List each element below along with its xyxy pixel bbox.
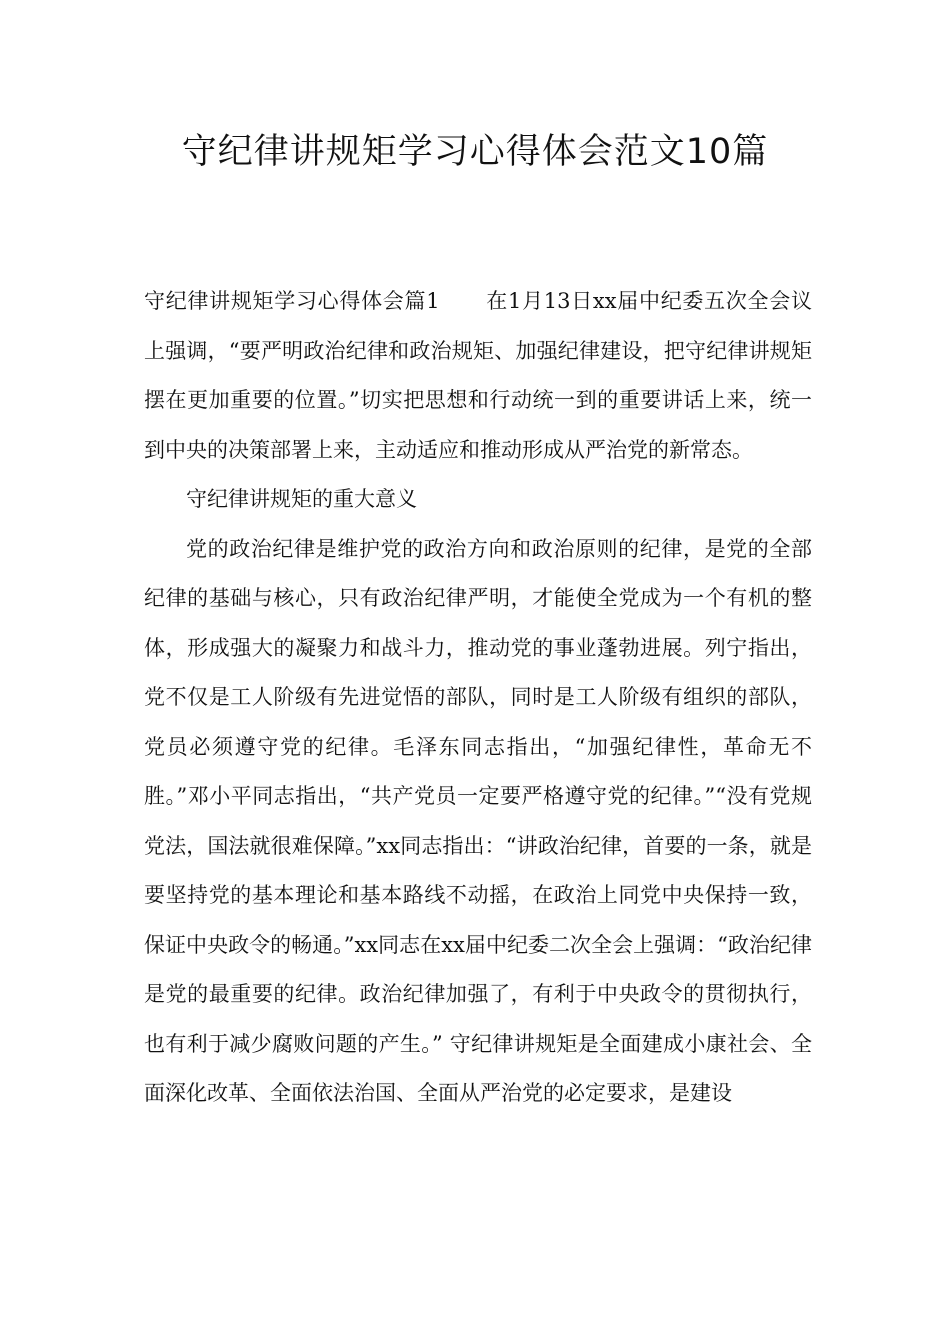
- section-lead: 守纪律讲规矩学习心得体会篇1: [144, 289, 440, 313]
- document-title: 守纪律讲规矩学习心得体会范文10篇: [181, 132, 769, 172]
- document-body: [144, 277, 812, 1119]
- paragraph-1: [144, 277, 812, 475]
- paragraph-1-text: 在1月13日xx届中纪委五次全会议上强调，“要严明政治纪律和政治规矩、加强纪律建设，把守纪律讲规矩摆在更加重要的位置。”切实把思想和行动统一到的重要讲话上来，统一到中央的决策部署上来，主动适应和推动形成从严治党的新常态。: [144, 289, 812, 462]
- paragraph-3: 党的政治纪律是维护党的政治方向和政治原则的纪律，是党的全部纪律的基础与核心，只有政治纪律严明，才能使全党成为一个有机的整体，形成强大的凝聚力和战斗力，推动党的事业蓬勃进展。列宁指出，党不仅是工人阶级有先进觉悟的部队，同时是工人阶级有组织的部队，党员必须遵守党的纪律。毛泽东同志指出，“加强纪律性，革命无不胜。”邓小平同志指出，“共产党员一定要严格遵守党的纪律。”“没有党规党法，国法就很难保障。”xx同志指出：“讲政治纪律，首要的一条，就是要坚持党的基本理论和基本路线不动摇，在政治上同党中央保持一致，保证中央政令的畅通。”xx同志在xx届中纪委二次全会上强调：“政治纪律是党的最重要的纪律。政治纪律加强了，有利于中央政令的贯彻执行，也有利于减少腐败问题的产生。” 守纪律讲规矩是全面建成小康社会、全面深化改革、全面依法治国、全面从严治党的必定要求，是建设: [144, 536, 812, 1105]
- section-heading: 守纪律讲规矩的重大意义: [186, 487, 417, 511]
